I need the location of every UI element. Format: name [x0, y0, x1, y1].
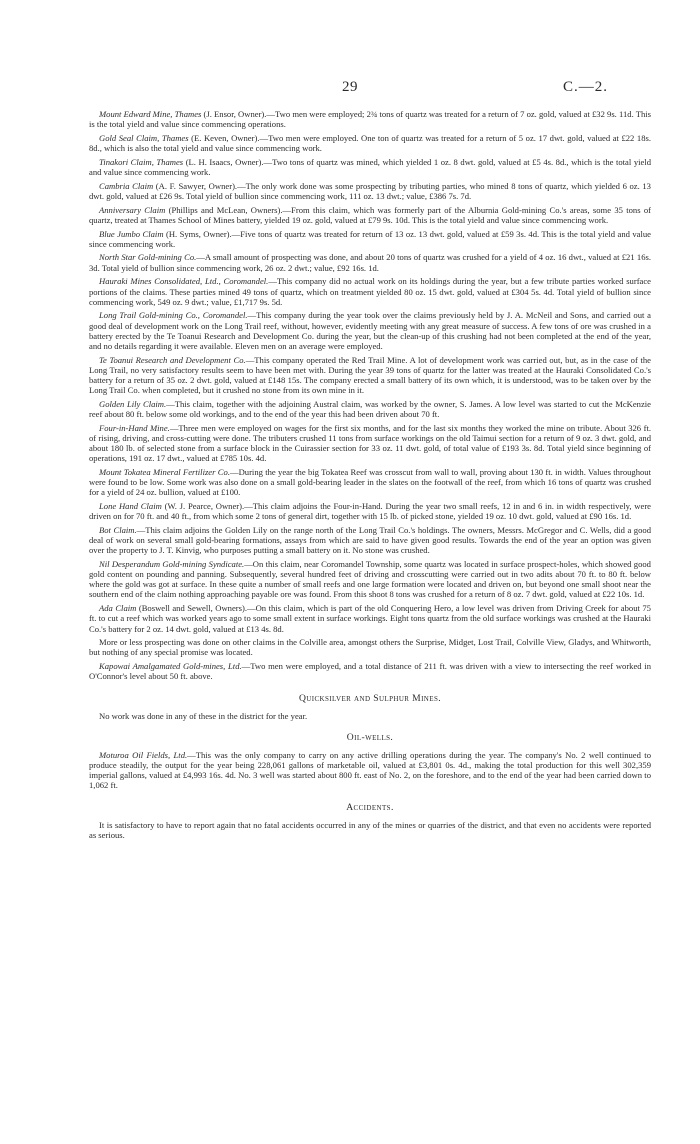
paragraph-text: —On this claim, near Coromandel Township, some quartz was located in surface prospect-holes, which showed good gold content on pounding and panning. Subsequently, several hundred feet of driving and crosscutting were carried out in two adits about 70 ft. to 80 ft. below where the gold was got at surface. In these quite a number of small reefs and one large formation were located and driven on, but beyond one small shoot near the southern end of the claim nothing approaching payable ore was found. From this shoot 8 tons was crushed for a return of 8 oz. 7 dwt. gold, valued at £22 10s. 1d. — [89, 559, 651, 600]
paragraph-text: (L. H. Isaacs, Owner).—Two tons of quartz was mined, which yielded 1 oz. 8 dwt. gold, valued at £5 4s. 8d., which is the total yield and value since commencing work. — [89, 156, 651, 177]
paragraph-lead: Ada Claim — [99, 603, 137, 614]
paragraph-text: More or less prospecting was done on other claims in the Colville area, amongst others the Surprise, Midget, Lost Trail, Colville View, Gladys, and Whitworth, but nothing of any special promise was located. — [89, 637, 651, 658]
paragraph — [89, 399, 651, 419]
paragraph-accidents: It is satisfactory to have to report again that no fatal accidents occurred in any of the mines or quarries of the district, and that even no accidents were reported as serious. — [89, 819, 651, 840]
paragraph-text: —This claim adjoins the Golden Lily on the range north of the Long Trail Co.'s holdings. The owners, Messrs. McGregor and C. Wells, did a good deal of work on several small gold-bearing formations, assays from which are said to have given good results. Towards the end of the year an option was given over the property to J. T. Kinvig, who purposes putting a small battery on it. No stone was crushed. — [89, 524, 651, 556]
paragraph-text: (W. J. Pearce, Owner).—This claim adjoins the Four-in-Hand. During the year two small reefs, 12 in and 6 in. in width respectively, were driven on for 70 ft. and 40 ft., from which some 2 tons of general dirt, together with 15 lb. of picked stone, yielded 19 oz. 10 dwt. gold, valued at £90 16s. 1d. — [89, 501, 651, 522]
paragraph-lead: Hauraki Mines Consolidated, Ltd., Coromandel. — [99, 276, 269, 287]
paragraph-text: (J. Ensor, Owner).—Two men were employed; 2¾ tons of quartz was treated for a return of 7 oz. gold, valued at £32 9s. 11d. This is the total yield and value since commencing operations. — [89, 109, 651, 130]
paragraph-text: (E. Keven, Owner).—Two men were employed. One ton of quartz was treated for a return of 5 oz. 17 dwt. gold, valued at £22 18s. 8d., which is also the total yield and value since commencing work. — [89, 132, 652, 154]
paragraph-lead: Mount Edward Mine, Thames — [99, 109, 202, 119]
claims-section — [89, 109, 651, 682]
paragraph-lead: Bot Claim. — [99, 524, 137, 535]
paragraph-text: (Phillips and McLean, Owners).—From this claim, which was formerly part of the Alburnia Gold-mining Co.'s areas, some 35 tons of quartz, treated at Thames School of Mines battery, yielded 19 oz. gold, valued at £79 9s. 10d. This is the total yield and value since commencing work. — [89, 204, 651, 225]
paragraph — [89, 205, 651, 225]
paragraph-lead: Te Toanui Research and Development Co. — [99, 354, 246, 365]
paragraph — [89, 423, 651, 464]
paragraph — [89, 603, 651, 633]
paragraph-text: —This claim, together with the adjoining Austral claim, was worked by the owner, S. James. A low level was started to cut the McKenzie reef about 80 ft. below some old workings, and to the end of the year this had been driven about 70 ft. — [89, 398, 651, 419]
paragraph-lead: Kapowai Amalgamated Gold-mines, Ltd. — [99, 661, 242, 672]
paragraph-lead: North Star Gold-mining Co. — [99, 252, 197, 263]
paragraph-lead: Mount Tokatea Mineral Fertilizer Co. — [99, 466, 230, 477]
paragraph-text: —This was the only company to carry on any active drilling operations during the year. The company's No. 2 well continued to produce steadily, the output for the year being 228,061 gallons of marketable oil, valued at £3,801 0s. 4d., making the total production for this well 302,359 imperial gallons, valued at £4,993 16s. 4d. No. 3 well was started about 800 ft. east of No. 2, on the foreshore, and to the end of the year had been carried down to 1,062 ft. — [89, 749, 651, 791]
paragraph — [89, 310, 651, 351]
section-heading-accidents: Accidents. — [346, 801, 394, 813]
paragraph-lead: Anniversary Claim — [99, 204, 166, 215]
paragraph — [89, 157, 651, 177]
paragraph — [89, 661, 651, 681]
paragraph — [89, 525, 651, 555]
paragraph — [89, 276, 651, 306]
paragraph-text: —This company did no actual work on its holdings during the year, but a few tribute parties worked surface portions of the claims. These parties mined 49 tons of quartz, which on treatment yielded 80 oz. 15 dwt. gold, valued at £304 5s. 4d. Total yield of bullion since commencing work, 549 oz. 9 dwt.; value, £1,717 9s. 5d. — [89, 276, 651, 307]
paragraph — [89, 501, 651, 521]
paragraph-text: (Boswell and Sewell, Owners).—On this claim, which is part of the old Conquering Hero, a low level was driven from Driving Creek for about 75 ft. to cut a reef which was worked years ago to some small extent in surface workings. Eight tons quartz from the old surface workings was crushed at the Hauraki Co.'s battery for 2 oz. 14 dwt. gold, valued at £13 4s. 8d. — [89, 603, 651, 634]
paragraph-text: —A small amount of prospecting was done, and about 20 tons of quartz was crushed for a yield of 4 oz. 16 dwt., valued at £21 16s. 3d. Total yield of bullion since commencing work, 26 oz. 2 dwt.; value, £92 16s. 1d. — [89, 252, 651, 273]
section-heading-oil-wells: Oil-wells. — [346, 731, 394, 743]
paragraph — [89, 355, 651, 396]
paragraph — [89, 252, 651, 272]
paragraph-lead: Golden Lily Claim. — [99, 398, 167, 409]
paragraph — [89, 181, 651, 201]
paragraph-text: (A. F. Sawyer, Owner).—The only work done was some prospecting by tributing parties, who mined 8 tons of quartz, which yielded 6 oz. 13 dwt. gold, valued at £26 9s. Total yield of bullion since commencing work, 111 oz. 13 dwt.; value, £386 7s. 7d. — [89, 180, 651, 201]
paragraph-lead: Tinakori Claim, Thames — [99, 156, 184, 167]
paragraph-lead: Lone Hand Claim — [99, 501, 162, 512]
page-number: 29 — [342, 79, 358, 95]
paragraph-lead: Blue Jumbo Claim — [99, 228, 164, 239]
paragraph-lead: Long Trail Gold-mining Co., Coromandel. — [99, 310, 248, 321]
section-heading-quicksilver: Quicksilver and Sulphur Mines. — [298, 692, 442, 704]
report-body — [89, 109, 651, 844]
paragraph — [89, 229, 651, 249]
paragraph-oil-wells — [89, 750, 651, 791]
document-reference: C.—2. — [562, 79, 608, 95]
paragraph-lead: Gold Seal Claim, Thames — [99, 132, 189, 143]
paragraph-text: —Three men were employed on wages for the first six months, and for the last six months they worked the mine on tribute. About 326 ft. of rising, driving, and cross-cutting were done. The tributers crushed 11 tons from surface workings on the old Taimui section for a return of 9 oz. 3 dwt. gold, and about 180 lb. of selected stone from a surface block in the Cuirassier section for 33 oz. 11 dwt. gold, of total value of £193 3s. 8d. Total yield since beginning of operations, 191 oz. 17 dwt., valued at £785 10s. 4d. — [89, 422, 651, 464]
paragraph-quicksilver: No work was done in any of these in the district for the year. — [99, 710, 308, 721]
paragraph — [89, 109, 651, 129]
paragraph-lead: Cambria Claim — [99, 180, 154, 191]
paragraph — [89, 637, 651, 657]
paragraph — [89, 467, 651, 497]
paragraph-text: (H. Syms, Owner).—Five tons of quartz was treated for return of 13 oz. 13 dwt. gold, valued at £59 3s. 4d. This is the total yield and value since commencing work. — [89, 228, 651, 249]
paragraph — [89, 559, 651, 600]
paragraph-text: —Two men were employed, and a total distance of 211 ft. was driven with a view to intersecting the reef worked in O'Connor's level about 50 ft. above. — [89, 661, 651, 682]
paragraph-lead: Four-in-Hand Mine. — [99, 422, 170, 433]
paragraph-text: —This company during the year took over the claims previously held by J. A. McNeil and Sons, and carried out a good deal of development work on the Long Trail reef, without, however, evidently meeting with any great measure of success. A few tons of ore was crushed in a battery erected by the Te Toanui Research and Development Co. during the year, but the clean-up of this crushing had not been completed at the end of the year, and no details regarding it were available. Eleven men on an average were employed. — [89, 310, 651, 351]
paragraph-lead: Moturoa Oil Fields, Ltd. — [99, 749, 188, 760]
paragraph-lead: Nil Desperandum Gold-mining Syndicate. — [99, 559, 245, 569]
paragraph — [89, 133, 651, 153]
paragraph-text: —This company operated the Red Trail Mine. A lot of development work was carried out, but, as in the case of the Long Trail, no very satisfactory results seem to have been met with. During the year 39 tons of quartz for the latter was treated at the Hauraki Consolidated Co.'s battery for a return of 35 oz. 2 dwt. gold, valued at £148 15s. The company erected a small battery of its own which, it is understood, was to be taken over by the Long Trail Co. when completed, but it crushed no stone from its own mine in it. — [89, 354, 651, 396]
paragraph-text: —During the year the big Tokatea Reef was crosscut from wall to wall, proving about 130 ft. in width. Values throughout were found to be low. Some work was also done on a small gold-bearing leader in the slates on the footwall of the reef, from which 16 tons of quartz was crushed for a yield of 24 oz. bullion, valued at £100. — [89, 466, 651, 498]
